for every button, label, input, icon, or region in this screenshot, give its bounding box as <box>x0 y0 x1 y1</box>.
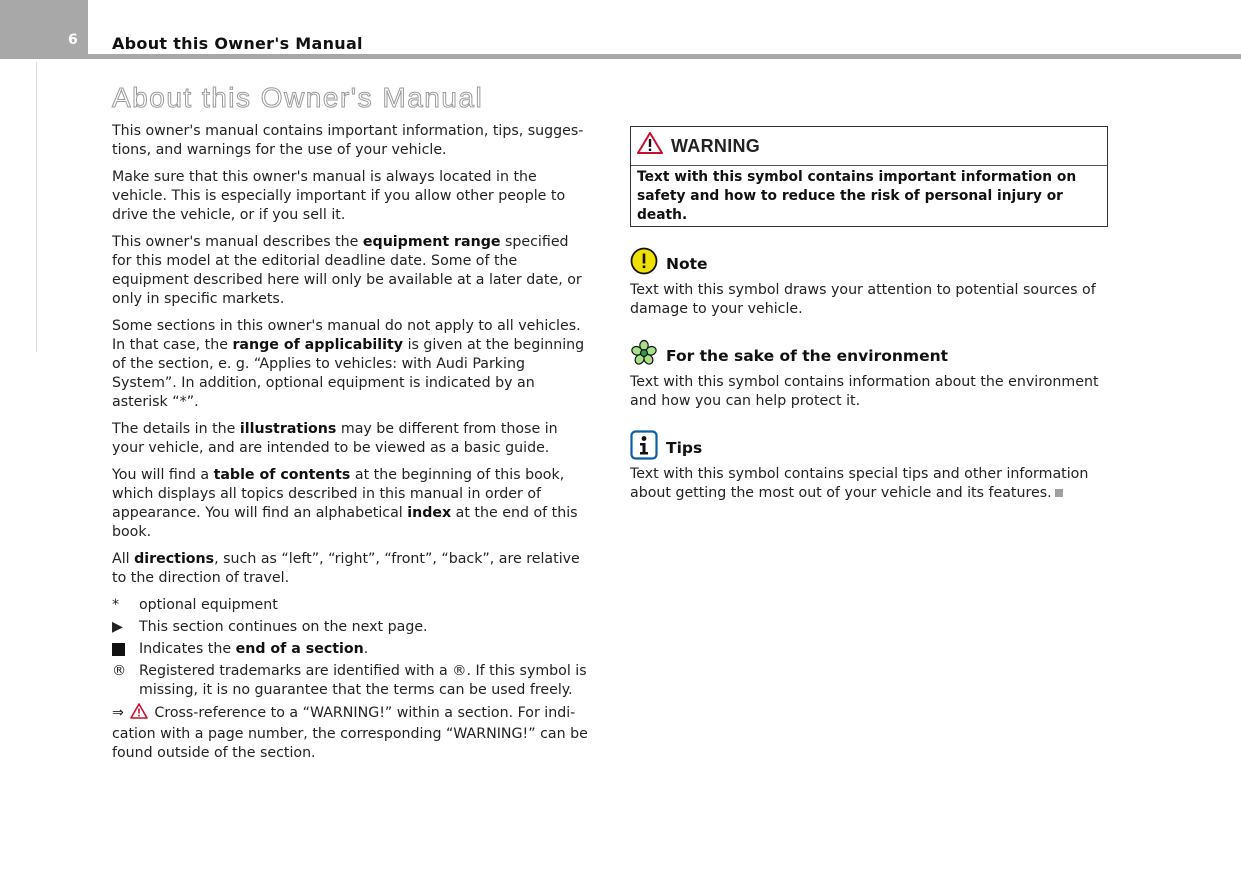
tips-body <box>630 465 1110 503</box>
legend-item <box>112 596 590 615</box>
text-run: . <box>363 641 369 657</box>
warning-title: WARNING <box>671 135 761 156</box>
note-title: Note <box>666 254 708 273</box>
warning-box <box>630 126 1108 227</box>
tips-section <box>630 433 1110 503</box>
legend-text: optional equipment <box>139 597 278 613</box>
warning-header <box>631 127 1107 166</box>
bold-term: illustrations <box>239 421 337 437</box>
cross-reference-paragraph <box>112 703 590 763</box>
environment-section <box>630 341 1110 411</box>
note-section <box>630 249 1110 319</box>
running-head: About this Owner's Manual <box>112 34 363 53</box>
text-run: The details in the <box>112 421 240 437</box>
bold-term: index <box>407 505 452 521</box>
text-run: specified for this model at the editorial deadline date. Some of the equipment described here will only be available at a later date, or only in specific markets. <box>112 234 582 307</box>
text-run: You will find a <box>112 467 214 483</box>
asterisk-icon: * <box>112 597 120 613</box>
text-run: , such as “left”, “right”, “front”, “back”, are relative to the direction of travel. <box>112 551 580 586</box>
cross-reference-text: Cross-reference to a “WARNING!” within a section. For indi-cation with a page number, the corresponding “WARNING!” can be found outside of the section. <box>112 705 588 761</box>
bold-term: range of applicability <box>232 337 404 353</box>
text-run: at the beginning of this book, which displays all topics described in this manual in order of appearance. You will find an alphabetical <box>112 467 565 521</box>
legend-item <box>112 662 590 700</box>
bold-term: table of contents <box>213 467 351 483</box>
flower-icon <box>630 339 658 373</box>
tips-header <box>630 433 1110 463</box>
environment-title: For the sake of the environment <box>666 346 949 365</box>
illustrations-paragraph <box>112 420 590 458</box>
legend-item <box>112 640 590 659</box>
legend-text: Registered trademarks are identified with a ®. If this symbol is missing, it is no guarantee that the terms can be used freely. <box>139 663 587 698</box>
exclamation-circle-icon <box>630 247 658 281</box>
legend-text <box>139 641 368 657</box>
environment-text: Text with this symbol contains information about the environment and how you can help protect it. <box>630 374 1099 409</box>
text-run: at the end of this book. <box>112 505 578 540</box>
bold-term: directions <box>134 551 215 567</box>
end-square-icon <box>1055 489 1063 497</box>
bold-term: equipment range <box>362 234 501 250</box>
text-run: Indicates the <box>139 641 236 657</box>
info-icon <box>630 430 658 466</box>
margin-rule <box>36 62 37 352</box>
text-run: All <box>112 551 135 567</box>
text-run: This owner's manual describes the <box>112 234 363 250</box>
page-number-tab <box>0 0 88 58</box>
tips-title: Tips <box>666 438 703 457</box>
intro-paragraph: This owner's manual contains important information, tips, sugges-tions, and warnings for the use of your vehicle. <box>112 123 584 158</box>
note-text: Text with this symbol draws your attention to potential sources of damage to your vehicle. <box>630 282 1096 317</box>
applicability-paragraph <box>112 317 590 412</box>
note-header <box>630 249 1110 279</box>
text-run: is given at the beginning of the section, e. g. “Applies to vehicles: with Audi Parking System”. In addition, optional equipment is indicated by an asterisk “*”. <box>112 337 585 410</box>
page-number: 6 <box>68 32 78 48</box>
text-run: may be different from those in your vehicle, and are intended to be viewed as a basic guide. <box>112 421 558 456</box>
warning-triangle-icon <box>130 703 148 725</box>
right-column <box>630 126 1110 503</box>
directions-paragraph <box>112 550 590 588</box>
tips-text: Text with this symbol contains special tips and other information about getting the most out of your vehicle and its features. <box>630 466 1089 501</box>
warning-triangle-icon <box>637 131 663 161</box>
continue-arrow-icon: ▶ <box>112 619 123 635</box>
contents-paragraph <box>112 466 590 542</box>
registered-icon: ® <box>112 663 127 679</box>
page-title: About this Owner's Manual <box>112 82 484 113</box>
header-rule <box>0 54 1241 59</box>
equipment-paragraph <box>112 233 590 309</box>
legend-text: This section continues on the next page. <box>139 619 428 635</box>
arrow-icon: ⇒ <box>112 705 124 721</box>
warning-text: Text with this symbol contains important information on safety and how to reduce the risk of personal injury or death. <box>637 169 1077 223</box>
symbol-legend <box>112 596 590 700</box>
bold-term: end of a section <box>235 641 364 657</box>
environment-header <box>630 341 1110 371</box>
text-run: Some sections in this owner's manual do not apply to all vehicles. In that case, the <box>112 318 581 353</box>
end-square-icon <box>112 640 132 662</box>
left-column <box>112 122 590 771</box>
location-paragraph: Make sure that this owner's manual is always located in the vehicle. This is especially important if you allow other people to drive the vehicle, or if you sell it. <box>112 169 566 223</box>
legend-item <box>112 618 590 637</box>
